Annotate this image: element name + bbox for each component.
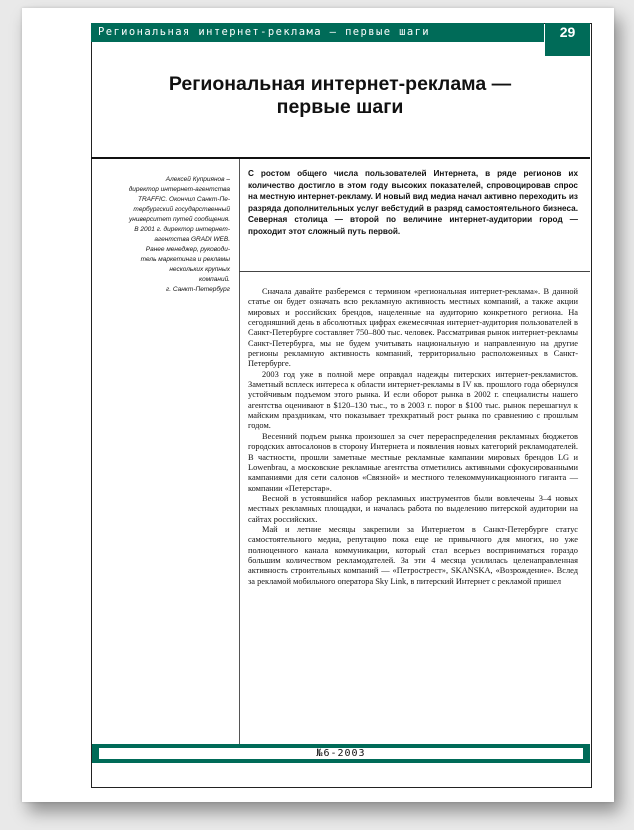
column-divider: [239, 159, 240, 744]
byline-line: тель маркетинга и рекламы: [140, 256, 230, 263]
byline-line: TRAFFIC. Окончил Санкт-Пе-: [138, 196, 230, 203]
body-paragraph: Май и летние месяцы закрепили за Интернетом в Санкт-Петербурге статус самостоятельного медиа, репутацию пока еще не привычного для многих, но уже полноценного канала коммуникации, который стал всерьез восприниматься гораздо большим количеством рекламодателей. За эти 4 месяца усилилась целенаправленная активность строительных компаний — «Петрострест», SKANSKA, «Возрождение». Вслед за рекламой мобильного оператора Sky Link, в питерский Интернет с рекламой пришел: [248, 524, 578, 586]
lead-paragraph: С ростом общего числа пользователей Интернета, в ряде регионов их количество достигло в этом году высоких показателей, спровоцировав спрос на местную интернет-рекламу. И новый вид медиа начал активно переходить из разряда дополнительных услуг вебстудий в разряд самостоятельного бизнеса. Северная столица — второй по величине интернет-аудитории город — проходит этот сложный путь первой.: [248, 169, 578, 236]
article-title: [94, 73, 586, 119]
lead-divider: [239, 271, 590, 272]
byline-line: Ранее менеджер, руководи-: [145, 246, 230, 253]
magazine-page: [22, 8, 614, 802]
article-title-line1: Региональная интернет-реклама —: [168, 73, 512, 95]
article-title-line2: первые шаги: [276, 96, 404, 118]
byline-line: Алексей Куприянов –: [165, 176, 230, 183]
byline-line: университет путей сообщения.: [129, 216, 230, 223]
byline-line: нескольких крупных: [169, 266, 230, 273]
byline-line: директор интернет-агентства: [128, 186, 230, 193]
byline-line: агентства GRADI WEB.: [154, 236, 230, 243]
running-header: Региональная интернет-реклама — первые шаги: [91, 23, 544, 42]
article-body: [248, 287, 578, 587]
page-number: 29: [545, 23, 590, 56]
body-paragraph: Весенний подъем рынка произошел за счет перераспределения рекламных бюджетов городских автосалонов в сторону Интернета и появления новых категорий рекламодателей. В частности, прошли заметные местные рекламные кампании мировых брендов LG и Lowenbrau, а московские рекламные агентства отметились активными сфокусированными кампаниями для сети салонов «Связной» и местного телекоммуникационного гиганта — компании «Петерстар».: [248, 431, 578, 493]
title-divider: [91, 157, 590, 159]
body-paragraph: Сначала давайте разберемся с термином «региональная интернет-реклама». В данной статье он будет означать всю рекламную активность местных компаний, а также акции мировых и российских брендов, нацеленные на аудиторию конкретного региона. На сегодняшний день в абсолютных цифрах ежемесячная интернет-аудитория пользователей в Санкт-Петербурге составляет 750–800 тыс. человек. Рассматривая рынок интернет-рекламы Санкт-Петербурга, мы не будем учитывать национальную и направленную на другие регионы рекламную активность компаний, территориально расположенных в Санкт-Петербурге.: [248, 287, 578, 369]
issue-number: №6-2003: [99, 748, 583, 759]
byline-line: В 2001 г. директор интернет-: [134, 226, 230, 233]
byline-line: компаний.: [199, 276, 230, 283]
body-paragraph: 2003 год уже в полной мере оправдал надежды питерских интернет-рекламистов. Заметный всплеск интереса к области интернет-рекламы в IV кв. прошлого года обернулся устойчивым подъемом этого рынка. И если оборот рынка в 2002 г. специалисты нашего агентства оценивают в $120–130 тыс., то в 2003 г. порог в $100 тыс. рынок перешагнул к майским праздникам, что показывает трехкратный рост рынка по сравнению с прошлым годом.: [248, 369, 578, 431]
byline-line: тербургский государственный: [133, 206, 230, 213]
issue-footer: [92, 744, 590, 763]
byline-line: г. Санкт-Петербург: [166, 286, 230, 293]
author-byline: [102, 175, 230, 295]
body-paragraph: Весной в устоявшийся набор рекламных инструментов были вовлечены 3–4 новых местных рекламных площадки, и началась работа по выделению питерской аудитории на сайтах российских.: [248, 493, 578, 524]
